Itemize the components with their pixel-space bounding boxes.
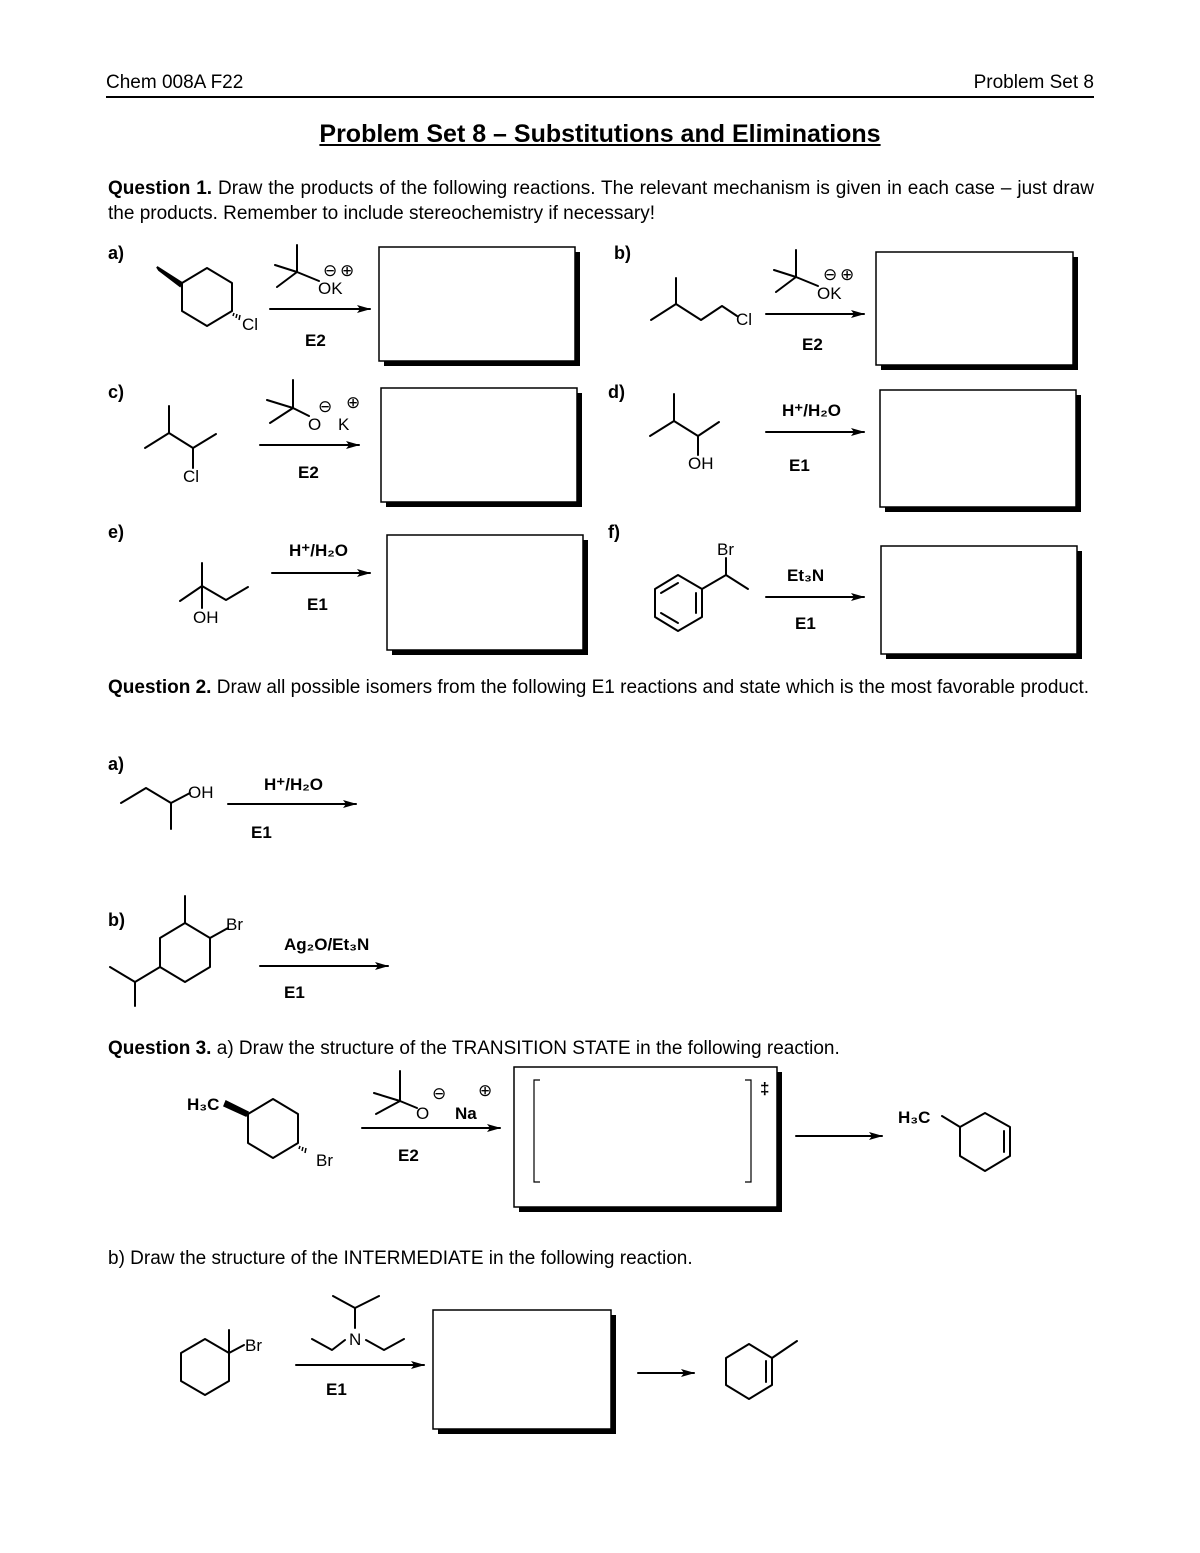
minus-charge: ⊖ [823, 265, 838, 284]
bromine-atom: Br [316, 1151, 333, 1170]
oxygen-atom: O [308, 415, 322, 434]
q1e-mechanism: E1 [307, 595, 328, 614]
q1f-label: f) [608, 522, 620, 542]
q3b-mechanism: E1 [326, 1380, 347, 1399]
question-3-label: Question 3. [108, 1038, 212, 1059]
plus-charge: ⊕ [478, 1081, 493, 1100]
q2b-mechanism: E1 [284, 983, 305, 1002]
q1f-mechanism: E1 [795, 614, 816, 633]
methyl-group: H₃C [187, 1095, 220, 1114]
q2b-label: b) [108, 910, 125, 930]
q3a-base [374, 1071, 492, 1123]
q2a-reagent: H⁺/H₂O [264, 775, 324, 794]
chlorine-atom: Cl [736, 310, 753, 329]
oxygen-atom: O [416, 1104, 430, 1123]
q1c-label: c) [108, 382, 125, 402]
q1b-mechanism: E2 [802, 335, 823, 354]
intermediate-answer-box[interactable] [433, 1310, 611, 1429]
q1a-mechanism: E2 [305, 331, 326, 350]
q3a-mechanism: E2 [398, 1146, 419, 1165]
q1d-mechanism: E1 [789, 456, 810, 475]
q1c-substrate [145, 406, 216, 486]
course-header: Chem 008A F22 [106, 72, 244, 93]
q3a-product [898, 1108, 1010, 1171]
potassium-atom: K [338, 415, 350, 434]
q1b-label: b) [614, 243, 631, 263]
q1a-label: a) [108, 243, 125, 263]
q1a-answer-box[interactable] [379, 247, 575, 361]
q2a-mechanism: E1 [251, 823, 272, 842]
q3a-substrate [187, 1095, 333, 1170]
plus-charge: ⊕ [340, 261, 355, 280]
bromine-atom: Br [226, 915, 243, 934]
ts-answer-box[interactable] [514, 1067, 777, 1207]
q3b-substrate [181, 1330, 262, 1395]
q2b-substrate [110, 896, 243, 1006]
plus-charge: ⊕ [346, 393, 361, 412]
q1e-answer-box[interactable] [387, 535, 583, 650]
q1a-base [275, 245, 354, 298]
q1e-label: e) [108, 522, 125, 542]
chlorine-atom: Cl [242, 315, 259, 334]
question-3b-text: b) Draw the structure of the INTERMEDIATE in the following reaction. [108, 1248, 693, 1269]
q1f-substrate [655, 540, 748, 631]
hydroxyl-group: OH [188, 783, 214, 802]
set-header: Problem Set 8 [973, 72, 1094, 93]
minus-charge: ⊖ [323, 261, 338, 280]
question-3a-body: a) Draw the structure of the TRANSITION STATE in the following reaction. [216, 1038, 840, 1059]
methyl-group: H₃C [898, 1108, 931, 1127]
nitrogen-atom: N [349, 1330, 362, 1349]
q1b-answer-box[interactable] [876, 252, 1073, 365]
q2a-label: a) [108, 754, 125, 774]
page-title: Problem Set 8 – Substitutions and Eliminations [319, 120, 881, 148]
minus-charge: ⊖ [318, 397, 333, 416]
potassium-tert-butoxide: OK [318, 279, 343, 298]
q3b-base [312, 1296, 404, 1350]
hydroxyl-group: OH [688, 454, 714, 473]
q1b-substrate [651, 278, 752, 329]
sodium-atom: Na [455, 1104, 477, 1123]
hydroxyl-group: OH [193, 608, 219, 627]
q2b-reagent: Ag₂O/Et₃N [284, 935, 370, 954]
question-2-body: Draw all possible isomers from the following E1 reactions and state which is the most favorable product. [216, 677, 1090, 698]
q1f-reagent: Et₃N [787, 566, 825, 585]
potassium-tert-butoxide: OK [817, 284, 842, 303]
q1f-answer-box[interactable] [881, 546, 1077, 654]
q1e-reagent: H⁺/H₂O [289, 541, 349, 560]
question-1-body: Draw the products of the following reactions. The relevant mechanism is given in each case – just draw the products. Remember to include stereochemistry if necessary! [108, 178, 1094, 224]
q1d-substrate [650, 394, 719, 473]
q1d-reagent: H⁺/H₂O [782, 401, 842, 420]
q3b-product [726, 1341, 797, 1399]
q1e-substrate [180, 563, 248, 627]
q1b-base [774, 250, 854, 303]
q1d-label: d) [608, 382, 625, 402]
q1c-mechanism: E2 [298, 463, 319, 482]
minus-charge: ⊖ [432, 1084, 447, 1103]
question-1-label: Question 1. [108, 178, 213, 199]
q1a-substrate [157, 267, 258, 334]
q1c-base [267, 380, 360, 434]
bromine-atom: Br [245, 1336, 262, 1355]
bromine-atom: Br [717, 540, 734, 559]
question-2-label: Question 2. [108, 677, 212, 698]
q1c-answer-box[interactable] [381, 388, 577, 502]
q2a-substrate [121, 783, 214, 829]
chlorine-atom: Cl [183, 467, 200, 486]
plus-charge: ⊕ [840, 265, 855, 284]
double-dagger-symbol: ‡ [760, 1079, 770, 1098]
q1d-answer-box[interactable] [880, 390, 1076, 507]
